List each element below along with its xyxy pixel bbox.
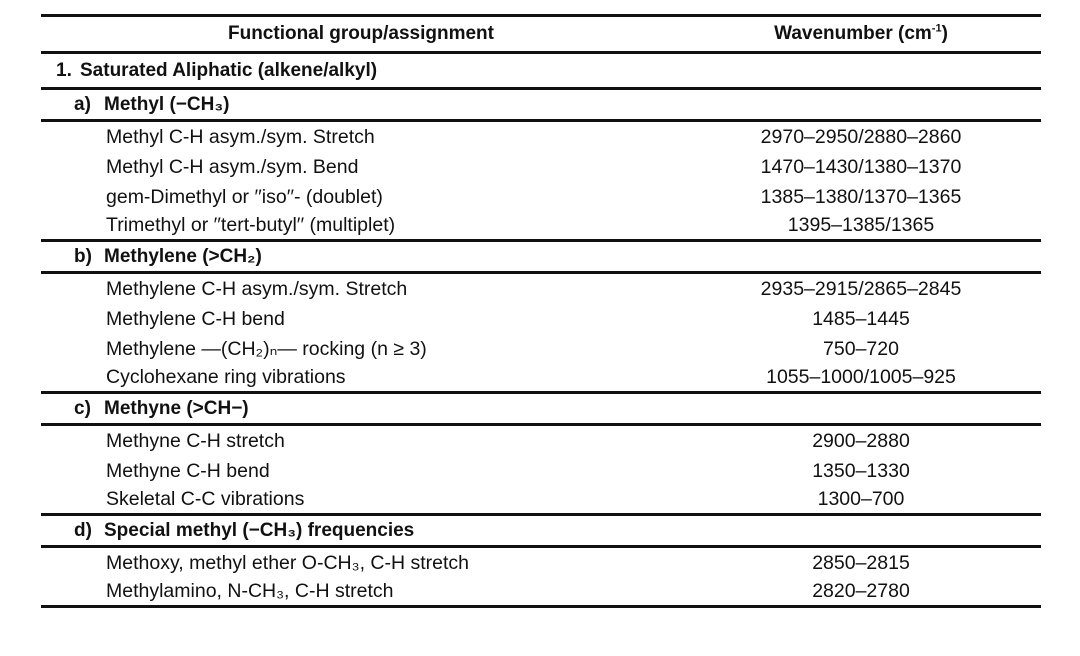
wavenumber-cell: 1300–700 bbox=[817, 488, 905, 510]
assignment-cell: gem-Dimethyl or ′′iso′′- (doublet) bbox=[106, 185, 383, 208]
wavenumber-cell: 2935–2915/2865–2845 bbox=[760, 277, 962, 300]
section-row bbox=[41, 54, 1041, 90]
wavenumber-cell: 1055–1000/1005–925 bbox=[766, 366, 956, 388]
table-row bbox=[41, 152, 1041, 182]
assignment-cell: Trimethyl or ′′tert-butyl′′ (multiplet) bbox=[106, 214, 396, 236]
table-row bbox=[41, 274, 1041, 304]
assignment-cell: Skeletal C-C vibrations bbox=[106, 488, 305, 510]
assignment-cell: Methyne C-H stretch bbox=[106, 429, 285, 452]
subsection-title: Special methyl (−CH₃) frequencies bbox=[104, 519, 415, 541]
table-row bbox=[41, 304, 1041, 334]
subsection-letter: d) bbox=[74, 519, 92, 541]
table-row bbox=[41, 456, 1041, 486]
subsection-title: Methyne (>CH−) bbox=[104, 397, 249, 419]
wavenumber-cell: 2970–2950/2880–2860 bbox=[760, 125, 962, 148]
table-row bbox=[41, 364, 1041, 394]
assignment-cell: Methylamino, N-CH₃, C-H stretch bbox=[106, 580, 394, 602]
section-title-text: Saturated Aliphatic (alkene/alkyl) bbox=[80, 59, 378, 81]
subsection-methyne bbox=[41, 394, 1041, 426]
header-functional-group: Functional group/assignment bbox=[227, 23, 494, 44]
header-wavenumber-close: ) bbox=[941, 23, 948, 44]
ir-frequency-table bbox=[41, 14, 1041, 608]
wavenumber-cell: 1395–1385/1365 bbox=[787, 214, 935, 236]
subsection-letter: b) bbox=[74, 245, 92, 267]
table-row bbox=[41, 212, 1041, 242]
assignment-cell: Methyl C-H asym./sym. Stretch bbox=[106, 125, 375, 148]
table-row bbox=[41, 548, 1041, 578]
table-header bbox=[41, 14, 1041, 54]
table-row bbox=[41, 486, 1041, 516]
assignment-cell: Methyne C-H bend bbox=[106, 459, 270, 482]
subsection-methylene bbox=[41, 242, 1041, 274]
table-row bbox=[41, 182, 1041, 212]
table-row bbox=[41, 334, 1041, 364]
wavenumber-cell: 2850–2815 bbox=[812, 551, 910, 574]
assignment-cell: Cyclohexane ring vibrations bbox=[106, 366, 346, 388]
table-row bbox=[41, 122, 1041, 152]
header-wavenumber bbox=[681, 23, 1041, 45]
assignment-cell: Methyl C-H asym./sym. Bend bbox=[106, 155, 359, 178]
assignment-cell: Methylene —(CH₂)ₙ— rocking (n ≥ 3) bbox=[106, 338, 427, 360]
subsection-letter: a) bbox=[74, 93, 91, 115]
subsection-letter: c) bbox=[74, 397, 91, 419]
assignment-cell: Methylene C-H bend bbox=[106, 307, 285, 330]
section-number: 1. bbox=[56, 59, 72, 81]
wavenumber-cell: 1470–1430/1380–1370 bbox=[760, 155, 962, 178]
table-row bbox=[41, 426, 1041, 456]
wavenumber-cell: 750–720 bbox=[823, 337, 899, 360]
subsection-title: Methyl (−CH₃) bbox=[104, 93, 230, 115]
subsection-methyl bbox=[41, 90, 1041, 122]
wavenumber-cell: 1385–1380/1370–1365 bbox=[760, 185, 962, 208]
header-wavenumber-exponent: -1 bbox=[931, 22, 942, 35]
header-wavenumber-text: Wavenumber (cm bbox=[774, 23, 932, 44]
wavenumber-cell: 2900–2880 bbox=[812, 429, 910, 452]
wavenumber-cell: 1350–1330 bbox=[812, 459, 910, 482]
wavenumber-cell: 1485–1445 bbox=[812, 307, 910, 330]
assignment-cell: Methylene C-H asym./sym. Stretch bbox=[106, 277, 408, 300]
subsection-special-methyl bbox=[41, 516, 1041, 548]
assignment-cell: Methoxy, methyl ether O-CH₃, C-H stretch bbox=[106, 551, 469, 574]
section-title bbox=[41, 60, 681, 82]
table-row bbox=[41, 578, 1041, 608]
wavenumber-cell: 2820–2780 bbox=[812, 580, 910, 602]
subsection-title: Methylene (>CH₂) bbox=[104, 245, 262, 267]
